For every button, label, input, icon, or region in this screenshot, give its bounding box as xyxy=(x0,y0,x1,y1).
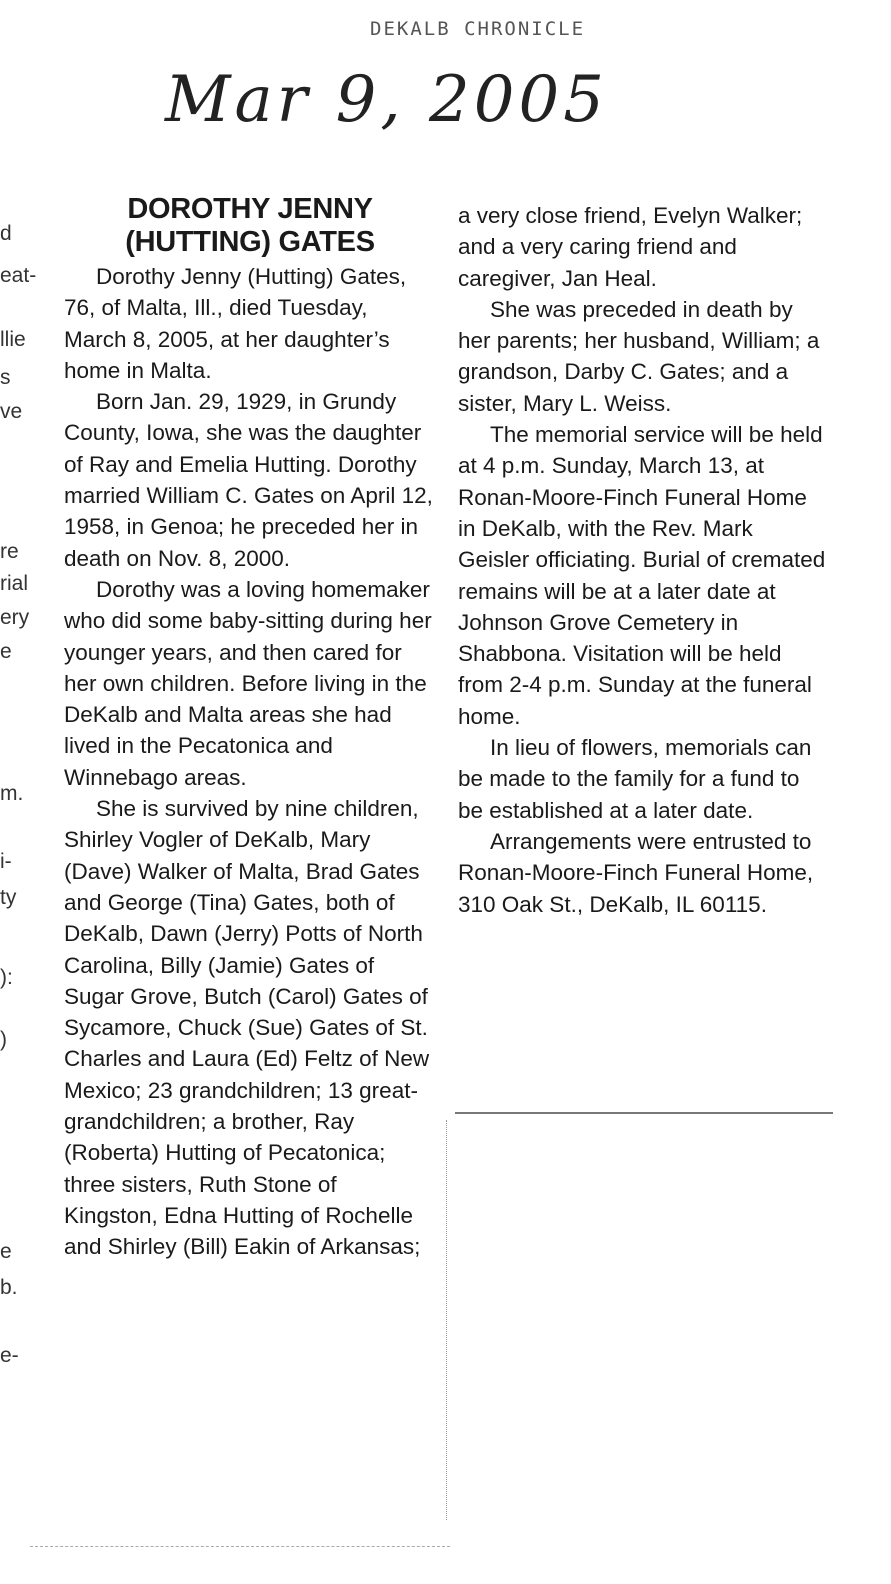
fragment-text: s xyxy=(0,366,11,389)
fragment-text: eat- xyxy=(0,264,37,287)
fragment-text: re xyxy=(0,540,19,563)
article-column-2 xyxy=(458,200,830,920)
paragraph: She was preceded in death by her parents; her husband, William; a grandson, Darby C. Gates; and a sister, Mary L. Weiss. xyxy=(458,296,820,416)
headline-line-2: (HUTTING) GATES xyxy=(125,226,375,258)
article-headline xyxy=(64,193,436,259)
handwritten-date: Mar 9, 2005 xyxy=(165,63,608,137)
column-divider xyxy=(446,1120,447,1520)
fragment-text: m. xyxy=(0,782,24,805)
paragraph: Arrangements were entrusted to Ronan-Moore-Finch Funeral Home, 310 Oak St., DeKalb, IL 60115. xyxy=(458,828,814,917)
fragment-text: e- xyxy=(0,1344,19,1367)
paragraph: The memorial service will be held at 4 p.m. Sunday, March 13, at Ronan-Moore-Finch Funeral Home in DeKalb, with the Rev. Mark Geisler officiating. Burial of cremated remains will be at a later date at Johnson Grove Cemetery in Shabbona. Visitation will be held from 2-4 p.m. Sunday at the funeral home. xyxy=(458,422,826,729)
fragment-text: b. xyxy=(0,1276,18,1299)
paragraph: In lieu of flowers, memorials can be made to the family for a fund to be established at a later date. xyxy=(458,735,812,823)
fragment-text: ) xyxy=(0,1028,7,1051)
bottom-rule xyxy=(30,1546,450,1547)
fragment-text: d xyxy=(0,222,12,245)
paragraph: a very close friend, Evelyn Walker; and a very caring friend and caregiver, Jan Heal. xyxy=(458,203,803,291)
fragment-text: ty xyxy=(0,886,17,909)
fragment-text: e xyxy=(0,640,12,663)
fragment-text: llie xyxy=(0,328,26,351)
paragraph: Dorothy Jenny (Hutting) Gates, 76, of Malta, Ill., died Tuesday, March 8, 2005, at her daughter’s home in Malta. xyxy=(64,264,407,383)
fragment-text: ve xyxy=(0,400,23,423)
fragment-text: ): xyxy=(0,966,13,989)
fragment-text: ery xyxy=(0,606,30,629)
fragment-text: i- xyxy=(0,850,12,873)
paragraph: She is survived by nine children, Shirley Vogler of DeKalb, Mary (Dave) Walker of Malta, Brad Gates and George (Tina) Gates, both of DeKalb, Dawn (Jerry) Potts of North Carolina, Billy (Jamie) Gates of Sugar Grove, Butch (Carol) Gates of Sycamore, Chuck (Sue) Gates of St. Charles and Laura (Ed) Feltz of New Mexico; 23 grandchildren; 13 great-grandchildren; a brother, Ray (Roberta) Hutting of Pecatonica; three sisters, Ruth Stone of Kingston, Edna Hutting of Rochelle and Shirley (Bill) Eakin of Arkansas; xyxy=(64,796,430,1260)
paragraph: Born Jan. 29, 1929, in Grundy County, Iowa, she was the daughter of Ray and Emelia Hutting. Dorothy married William C. Gates on April 12, 1958, in Genoa; he preceded her in death on Nov. 8, 2000. xyxy=(64,389,433,571)
end-rule xyxy=(455,1112,833,1114)
masthead: DEKALB CHRONICLE xyxy=(370,18,586,40)
paragraph: Dorothy was a loving homemaker who did some baby-sitting during her younger years, and then cared for her own children. Before living in the DeKalb and Malta areas she had lived in the Pecatonica and Winnebago areas. xyxy=(64,576,432,790)
fragment-text: e xyxy=(0,1240,12,1263)
article-column-1 xyxy=(64,193,436,1263)
fragment-text: rial xyxy=(0,572,29,595)
headline-line-1: DOROTHY JENNY xyxy=(127,193,373,225)
